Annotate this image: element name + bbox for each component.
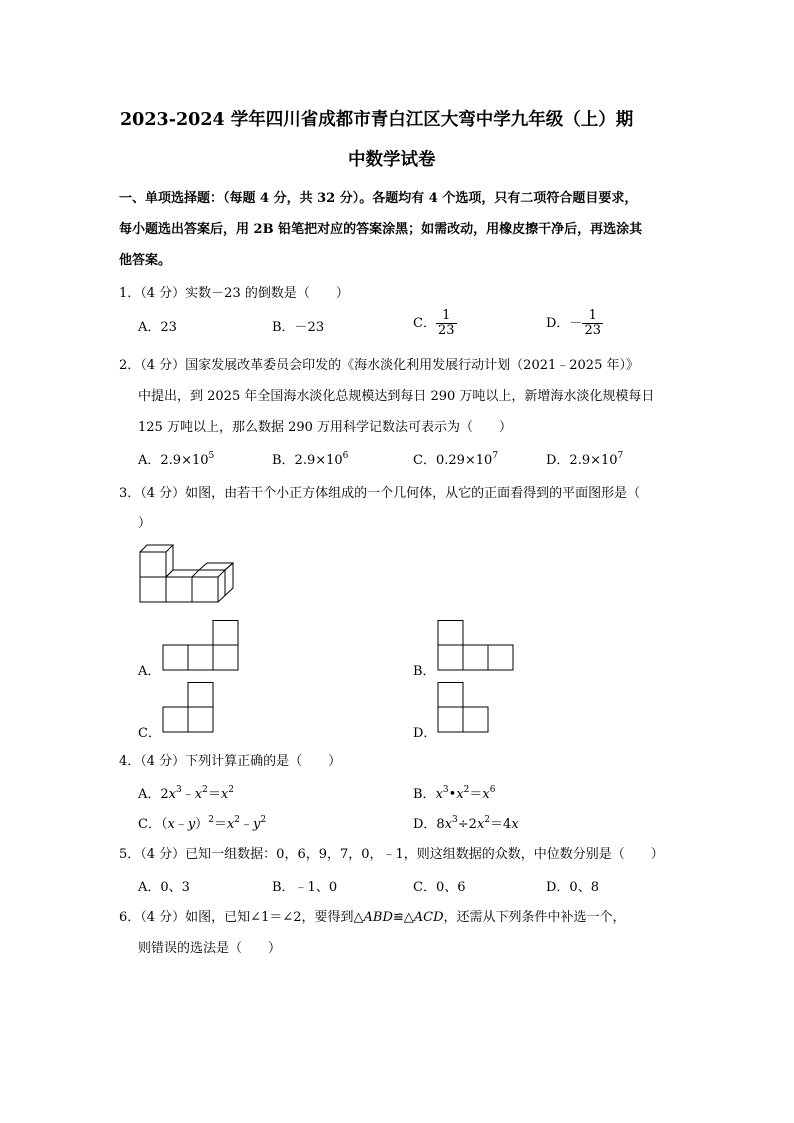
question-3-option-d-label: D． xyxy=(413,726,437,741)
numerator: 1 xyxy=(582,309,603,324)
cube-figure xyxy=(136,541,246,607)
t: ＝ xyxy=(207,787,221,802)
option-d-view-icon xyxy=(437,682,493,734)
option-c-view-icon xyxy=(162,682,218,734)
exp: 2 xyxy=(228,785,234,795)
option-text: A．2.9×10 xyxy=(138,453,209,468)
exp: 2 xyxy=(463,785,470,795)
exponent: 5 xyxy=(208,451,215,461)
question-2-option-a xyxy=(138,449,214,468)
denominator: 23 xyxy=(437,323,455,338)
option-text: D．2.9×10 xyxy=(546,453,618,468)
t: ＝4 xyxy=(490,817,512,832)
question-5-option-d: D．0、8 xyxy=(546,880,599,895)
fraction xyxy=(582,309,603,338)
page-title-line2: 中数学试卷 xyxy=(348,150,436,170)
numerator: 1 xyxy=(436,309,457,324)
question-3-option-a-label: A． xyxy=(138,664,161,679)
var: x xyxy=(168,787,177,802)
t: ﹣ xyxy=(181,787,195,802)
question-1-option-c xyxy=(413,309,457,338)
question-6-line1 xyxy=(119,906,626,925)
question-2-line3: 125 万吨以上，那么数据 290 万用科学记数法可表示为（ ） xyxy=(138,420,513,435)
question-2-option-d xyxy=(546,449,623,468)
section-instructions-line3: 他答案。 xyxy=(119,253,172,268)
question-5-option-c: C．0、6 xyxy=(413,880,466,895)
question-2-option-c xyxy=(413,449,498,468)
question-5-option-a: A．0、3 xyxy=(138,880,190,895)
exp: 3 xyxy=(176,785,182,795)
question-4-option-c xyxy=(138,813,266,832)
exp: 3 xyxy=(442,785,449,795)
var: x xyxy=(435,787,443,802)
exp: 2 xyxy=(484,815,491,825)
option-c-label: C． xyxy=(413,316,436,331)
exp: 2 xyxy=(234,815,241,825)
var: x xyxy=(456,787,464,802)
exponent: 6 xyxy=(342,451,349,461)
t: B． xyxy=(413,787,436,802)
t: ÷2 xyxy=(457,817,477,832)
exp: 6 xyxy=(489,785,496,795)
t: ≌△ xyxy=(392,910,414,925)
question-3-option-b-label: B． xyxy=(413,664,436,679)
question-3-option-c-label: C． xyxy=(138,726,161,741)
var: x xyxy=(167,817,175,832)
var: x xyxy=(476,817,485,832)
var: x xyxy=(220,787,229,802)
exponent: 7 xyxy=(492,451,499,461)
denominator: 23 xyxy=(584,323,601,338)
var: x xyxy=(226,817,235,832)
question-4-option-d xyxy=(413,813,519,832)
question-1-option-a: A．23 xyxy=(138,320,177,335)
t: ﹣ xyxy=(240,817,254,832)
t: ＝ xyxy=(213,817,227,832)
exp: 2 xyxy=(202,785,208,795)
var: x xyxy=(511,817,519,832)
t: C．（ xyxy=(138,817,168,832)
option-text: C．0.29×10 xyxy=(413,453,493,468)
section-instructions-line2: 每小题选出答案后，用 2B 铅笔把对应的答案涂黑；如需改动，用橡皮擦干净后，再选涂其 xyxy=(119,222,643,237)
t: ﹣ xyxy=(174,817,188,832)
t: A．2 xyxy=(138,787,169,802)
page-title-line1: 2023-2024 学年四川省成都市青白江区大弯中学九年级（上）期 xyxy=(120,110,634,130)
t: ＝ xyxy=(469,787,483,802)
option-d-label: D．－ xyxy=(546,316,583,331)
t: D．8 xyxy=(413,817,445,832)
question-2-line2: 中提出，到 2025 年全国海水淡化总规模达到每日 290 万吨以上，新增海水淡化规模每日 xyxy=(138,389,655,404)
var: y xyxy=(253,817,261,832)
t: • xyxy=(448,787,457,802)
t: 6．（4 分）如图，已知∠1＝∠2，要得到△ xyxy=(119,910,364,925)
option-b-view-icon xyxy=(437,620,517,672)
question-4-stem: 4．（4 分）下列计算正确的是（ ） xyxy=(119,754,342,769)
t: ） xyxy=(195,817,209,832)
question-1-option-d xyxy=(546,309,603,338)
section-instructions-line1: 一、单项选择题：（每题 4 分，共 32 分）。各题均有 4 个选项，只有二项符合题目要求， xyxy=(119,191,638,206)
question-1-stem: 1．（4 分）实数－23 的倒数是（ ） xyxy=(119,286,349,301)
exp: 2 xyxy=(208,815,214,825)
var: ABD xyxy=(363,910,393,925)
exponent: 7 xyxy=(617,451,624,461)
fraction xyxy=(436,309,457,338)
var: y xyxy=(187,817,196,832)
question-2-line1: 2．（4 分）国家发展改革委员会印发的《海水淡化利用发展行动计划（2021﹣2025 年）》 xyxy=(119,358,639,373)
question-5-option-b: B．﹣1、0 xyxy=(272,880,338,895)
question-4-option-a xyxy=(138,783,234,802)
question-6-line2: 则错误的选法是（ ） xyxy=(138,941,282,956)
exp: 3 xyxy=(452,815,458,825)
question-3-line2: ） xyxy=(138,516,152,531)
option-a-view-icon xyxy=(162,620,242,672)
option-text: B．2.9×10 xyxy=(272,453,343,468)
question-2-option-b xyxy=(272,449,348,468)
var: ACD xyxy=(413,910,444,925)
var: x xyxy=(444,817,453,832)
question-4-option-b xyxy=(413,783,495,802)
question-5-stem: 5．（4 分）已知一组数据：0，6，9，7，0，﹣1，则这组数据的众数，中位数分别是（ ） xyxy=(119,847,664,862)
t: ，还需从下列条件中补选一个， xyxy=(443,910,626,925)
exp: 2 xyxy=(260,815,267,825)
var: x xyxy=(482,787,490,802)
question-1-option-b: B．－23 xyxy=(272,320,325,335)
question-3-line1: 3．（4 分）如图，由若干个小正方体组成的一个几何体，从它的正面看得到的平面图形是（ xyxy=(119,486,641,501)
var: x xyxy=(194,787,203,802)
